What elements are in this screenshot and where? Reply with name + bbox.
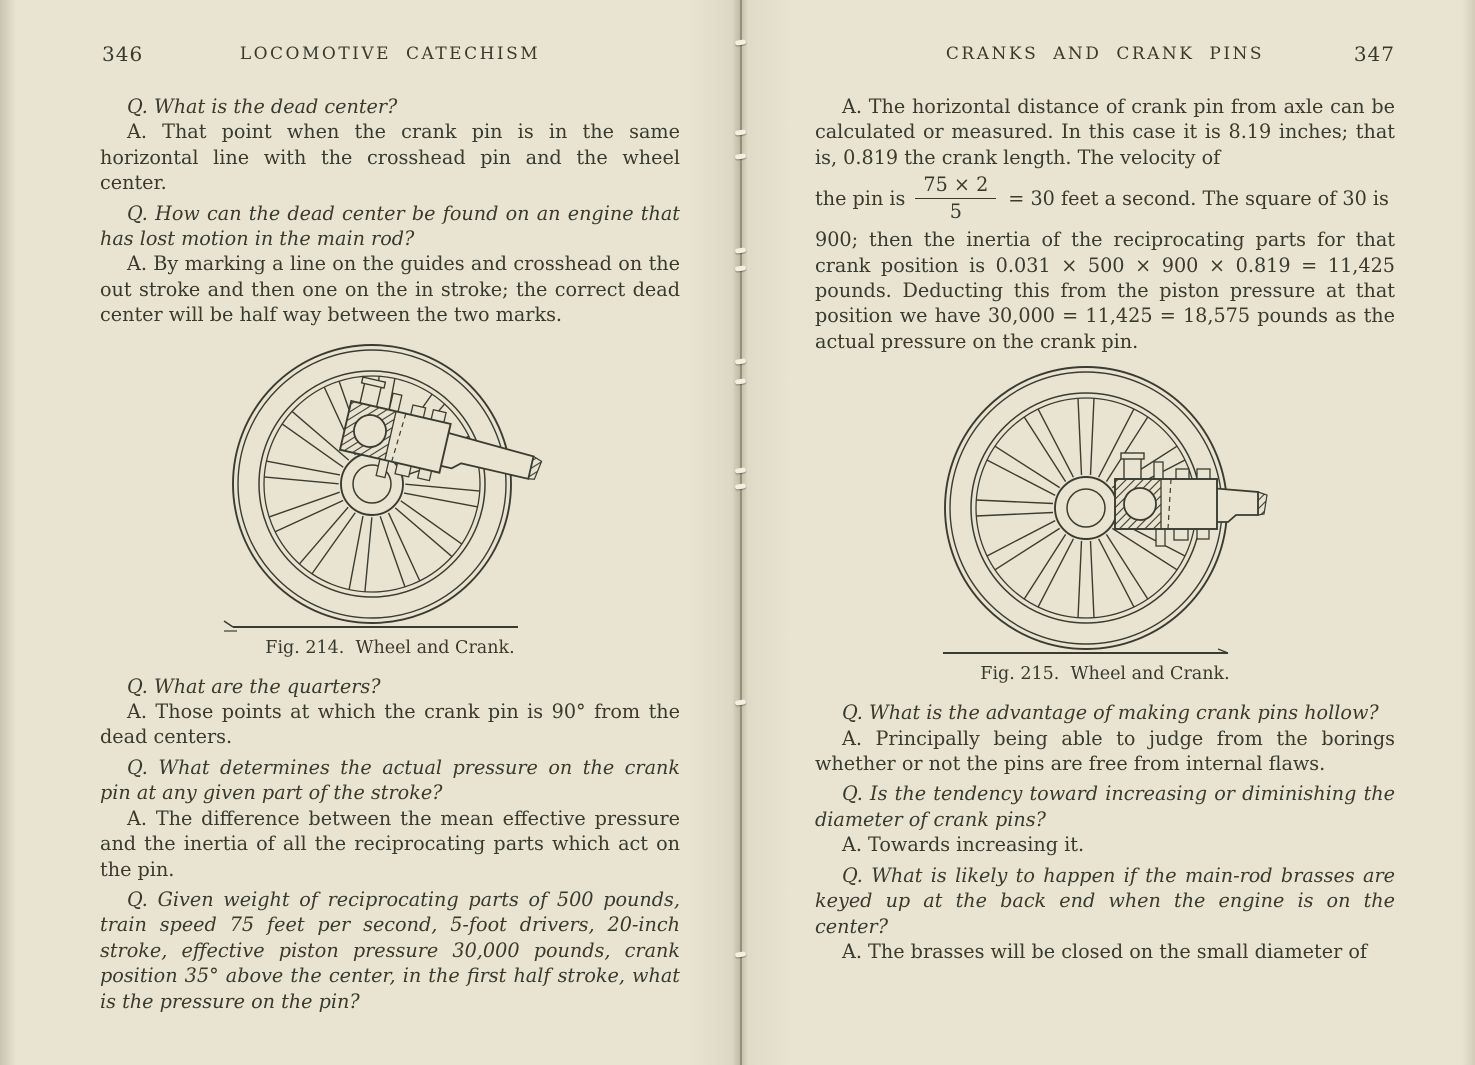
page-number-left: 346 bbox=[102, 42, 144, 66]
figure-215-caption: Fig. 215. Wheel and Crank. bbox=[980, 664, 1230, 685]
question: Q. What is the dead center? bbox=[127, 95, 398, 118]
figure-215 bbox=[815, 362, 1395, 684]
answer: A. That point when the crank pin is in the same horizontal line with the crosshead pin and the wheel center. bbox=[100, 120, 680, 195]
fraction-denominator: 5 bbox=[949, 200, 962, 224]
stitch-mark bbox=[735, 358, 747, 364]
stitch-mark bbox=[735, 39, 747, 45]
stitch-mark bbox=[735, 378, 747, 384]
answer: A. Towards increasing it. bbox=[842, 833, 1085, 857]
right-page-body bbox=[815, 94, 1395, 964]
answer: A. Those points at which the crank pin is 90° from the dead centers. bbox=[100, 700, 680, 749]
page-347 bbox=[815, 44, 1395, 964]
answer: A. The difference between the mean effective pressure and the inertia of all the reciprocating parts which act on the pin. bbox=[100, 806, 680, 881]
stitch-mark bbox=[735, 247, 747, 253]
stitch-mark bbox=[735, 129, 747, 135]
answer: A. The brasses will be closed on the small diameter of bbox=[842, 939, 1368, 963]
stitch-mark bbox=[735, 951, 747, 957]
velocity-formula bbox=[815, 173, 1395, 224]
formula-before: the pin is bbox=[815, 187, 906, 211]
answer: A. By marking a line on the guides and crosshead on the out stroke and then one on the in stroke; the correct dead center will be half way between the two marks. bbox=[100, 252, 680, 327]
stitch-mark bbox=[735, 265, 747, 271]
question: Q. What determines the actual pressure on the crank pin at any given part of the stroke? bbox=[100, 755, 680, 805]
question: Q. Given weight of reciprocating parts of 500 pounds, train speed 75 feet per second, 5-foot drivers, 20-inch stroke, effective piston pressure 30,000 pounds, crank position 35° above the center, in the first half stroke, what is the pressure on the pin? bbox=[100, 887, 680, 1013]
figure-214-caption: Fig. 214. Wheel and Crank. bbox=[265, 637, 515, 658]
scan-edge-shadow-left bbox=[0, 0, 16, 1065]
answer-continued: 900; then the inertia of the reciprocating parts for that crank position is 0.031 × 500 × 900 × 0.819 = 11,425 pounds. Deducting this from the piston pressure at that position we have 30,000 = 11,425 = 18,575 pounds as the actual pressure on the crank pin. bbox=[815, 228, 1395, 353]
running-head-right: CRANKS AND CRANK PINS bbox=[945, 44, 1265, 64]
question: Q. What are the quarters? bbox=[127, 674, 381, 698]
binding-crease bbox=[740, 0, 742, 1065]
question: Q. Is the tendency toward increasing or diminishing the diameter of crank pins? bbox=[815, 782, 1395, 831]
scan-edge-shadow-right bbox=[1461, 0, 1475, 1065]
figure-214 bbox=[100, 336, 680, 658]
answer-intro: A. The horizontal distance of crank pin from axle can be calculated or measured. In this case it is 8.19 inches; that is, 0.819 the crank length. The velocity of bbox=[815, 95, 1395, 169]
stitch-mark bbox=[735, 467, 747, 473]
question: Q. What is the advantage of making crank pins hollow? bbox=[842, 701, 1379, 725]
page-number-right: 347 bbox=[1353, 42, 1395, 66]
stitch-mark bbox=[735, 699, 747, 705]
answer: A. Principally being able to judge from the borings whether or not the pins are free from internal flaws. bbox=[815, 726, 1395, 776]
wheel-and-crank-drawing-214 bbox=[100, 336, 680, 636]
stitch-mark bbox=[735, 483, 747, 489]
running-head-left: LOCOMOTIVE CATECHISM bbox=[239, 44, 541, 64]
stitch-mark bbox=[735, 153, 747, 159]
left-page-body bbox=[100, 94, 680, 1014]
right-page-header bbox=[815, 44, 1395, 68]
left-page-header bbox=[100, 44, 680, 68]
fraction-numerator: 75 × 2 bbox=[915, 173, 996, 199]
page-346 bbox=[100, 44, 680, 1014]
question: Q. What is likely to happen if the main-rod brasses are keyed up at the back end when the engine is on the center? bbox=[815, 863, 1395, 938]
question: Q. How can the dead center be found on an engine that has lost motion in the main rod? bbox=[100, 201, 680, 251]
fraction bbox=[915, 173, 996, 224]
formula-after: = 30 feet a second. The square of 30 is bbox=[1008, 187, 1389, 211]
wheel-and-crank-drawing-215 bbox=[815, 362, 1395, 662]
